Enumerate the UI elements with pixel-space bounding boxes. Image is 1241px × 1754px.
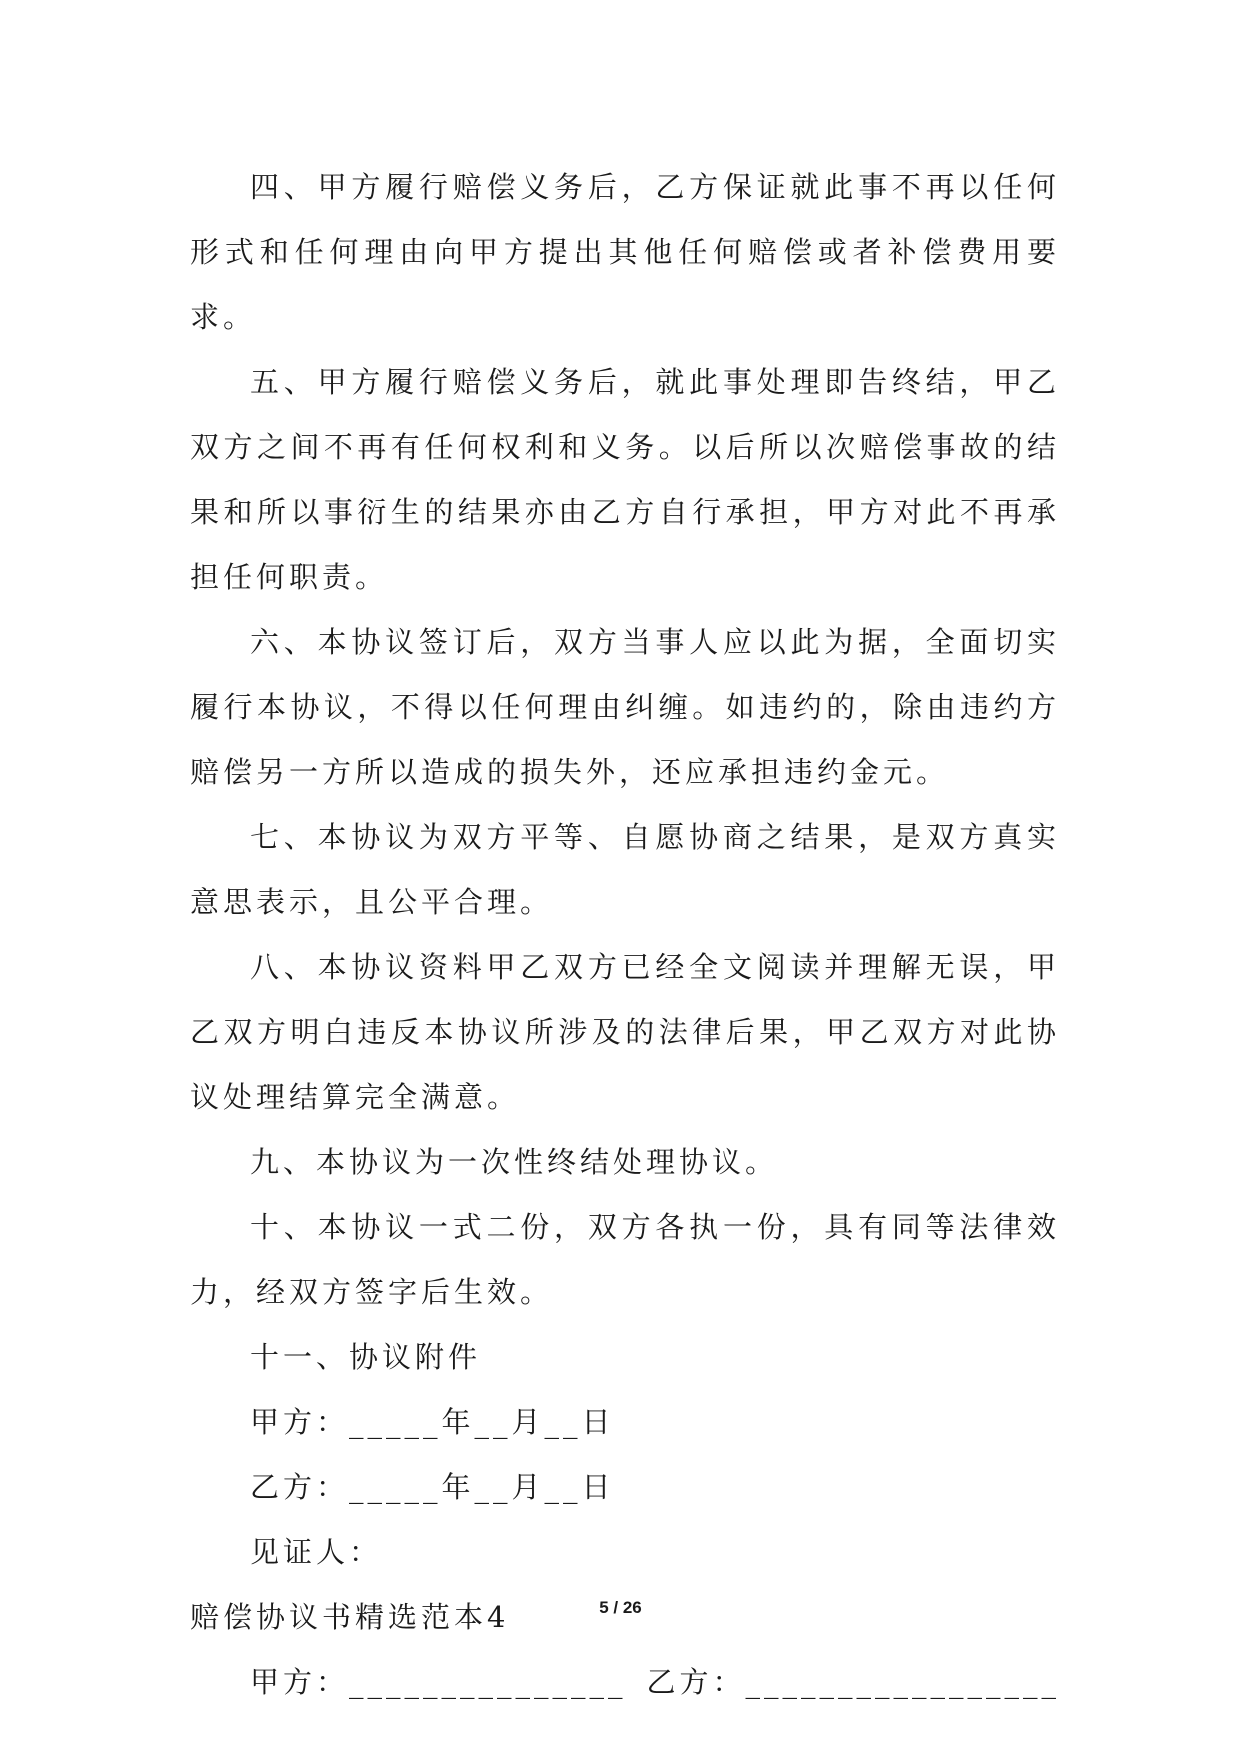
clause-4: 四、甲方履行赔偿义务后，乙方保证就此事不再以任何形式和任何理由向甲方提出其他任何赔偿或者补偿费用要求。	[190, 170, 1060, 334]
signature-row	[190, 1650, 1060, 1715]
clause-8: 八、本协议资料甲乙双方已经全文阅读并理解无误，甲乙双方明白违反本协议所涉及的法律后果，甲乙双方对此协议处理结算完全满意。	[190, 950, 1060, 1114]
section-title: 赔偿协议书精选范本4	[190, 1600, 510, 1634]
clause-6: 六、本协议签订后，双方当事人应以此为据，全面切实履行本协议，不得以任何理由纠缠。如违约的，除由违约方赔偿另一方所以造成的损失外，还应承担违约金元。	[190, 625, 1060, 789]
clause-10: 十、本协议一式二份，双方各执一份，具有同等法律效力，经双方签字后生效。	[190, 1210, 1060, 1309]
page-number: 5 / 26	[599, 1598, 642, 1617]
party-a-signature-line: 甲方：_______________	[250, 1665, 627, 1699]
party-b-date-line: 乙方：_____年__月__日	[250, 1470, 615, 1504]
party-b-signature-line: 乙方：_________________	[646, 1665, 1060, 1699]
attachment-heading: 十一、协议附件	[250, 1340, 482, 1374]
document-body	[190, 155, 1060, 1715]
clause-5: 五、甲方履行赔偿义务后，就此事处理即告终结，甲乙双方之间不再有任何权利和义务。以后所以次赔偿事故的结果和所以事衍生的结果亦由乙方自行承担，甲方对此不再承担任何职责。	[190, 365, 1060, 594]
witness-line: 见证人：	[250, 1535, 383, 1569]
clause-7: 七、本协议为双方平等、自愿协商之结果，是双方真实意思表示，且公平合理。	[190, 820, 1060, 919]
party-a-date-line: 甲方：_____年__月__日	[250, 1405, 615, 1439]
clause-9: 九、本协议为一次性终结处理协议。	[250, 1145, 779, 1179]
